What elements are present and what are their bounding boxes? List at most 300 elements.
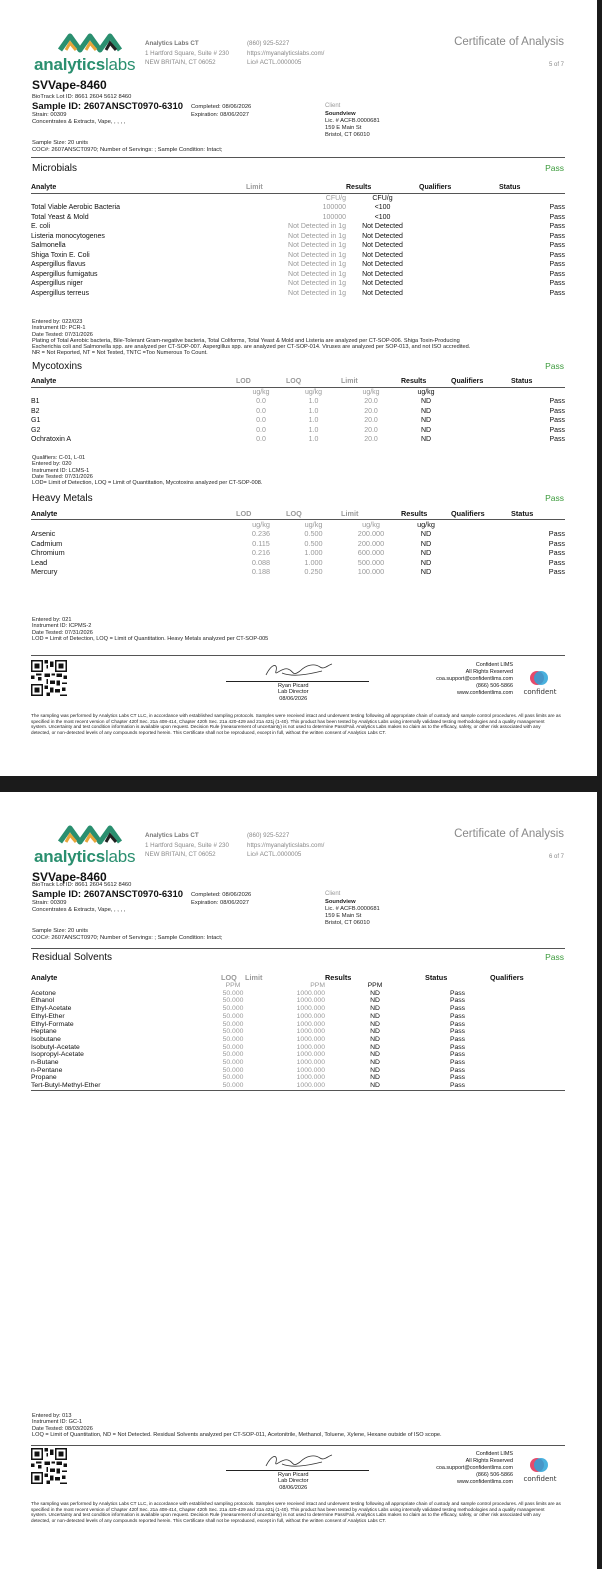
column-header: Qualifiers xyxy=(490,973,524,982)
limit-cell: 100000 xyxy=(322,213,346,221)
signatory-title: Lab Director xyxy=(278,1478,309,1485)
loq-cell: 1.000 xyxy=(304,557,323,567)
units-row xyxy=(31,193,565,203)
table-row xyxy=(31,241,565,251)
table-row xyxy=(31,558,565,568)
status-cell: Pass xyxy=(549,407,565,415)
result-cell: ND xyxy=(370,1012,380,1020)
note-line: LOD = Limit of Detection, LOQ = Limit of Quantitation. Heavy Metals analyzed per CT-SOP-005 xyxy=(32,635,269,642)
product-name: SVVape-8460 xyxy=(32,78,107,92)
limit-cell: 20.0 xyxy=(364,436,378,443)
status-cell: Pass xyxy=(449,1043,466,1051)
table-row xyxy=(31,251,565,261)
result-cell: ND xyxy=(420,426,432,434)
column-header: Limit xyxy=(245,973,263,982)
result-cell: ND xyxy=(370,1028,380,1036)
table-row xyxy=(31,232,565,242)
qualifier-cell xyxy=(451,558,511,568)
status-cell: Pass xyxy=(549,213,565,221)
table-row xyxy=(31,213,565,223)
confident-rights: All Rights Reserved xyxy=(465,1457,513,1464)
loq-cell: 1.0 xyxy=(308,398,319,405)
loq-cell: 50.000 xyxy=(222,1020,244,1028)
analyte-cell: B1 xyxy=(31,398,40,405)
result-cell: ND xyxy=(420,557,432,567)
confident-email-link[interactable]: coa.support@confidentlims.com xyxy=(436,675,513,682)
qr-code-icon[interactable] xyxy=(31,660,67,696)
confident-name: Confident LIMS xyxy=(475,1451,513,1457)
status-cell: Pass xyxy=(449,1012,466,1020)
limit-cell: Not Detected in 1g xyxy=(288,280,346,287)
result-cell: ND xyxy=(420,529,432,538)
note-line: Qualifiers: C-01, L-01 xyxy=(32,455,86,461)
table-header-row xyxy=(31,377,565,387)
analyte-cell: Salmonella xyxy=(31,242,66,249)
result-cell: ND xyxy=(370,1074,380,1082)
client-license: Lic. # ACFB.0000681 xyxy=(325,118,380,124)
client-address-1: 159 E Main St xyxy=(325,125,362,131)
signatory-name: Ryan Picard xyxy=(278,683,309,689)
analyte-cell: Isobutyl-Acetate xyxy=(31,1043,80,1051)
column-header: Results xyxy=(346,183,419,193)
analyte-cell: Propane xyxy=(31,1074,57,1082)
expiration-date: Expiration: 08/06/2027 xyxy=(191,900,250,906)
loq-cell: 1.0 xyxy=(308,407,319,415)
unit-cell: CFU/g xyxy=(325,194,346,202)
qualifier-cell xyxy=(419,232,499,242)
limit-cell: 20.0 xyxy=(364,426,378,434)
loq-cell: 0.250 xyxy=(304,567,323,576)
analyte-cell: Tert-Butyl-Methyl-Ether xyxy=(31,1082,101,1090)
qr-code-icon[interactable] xyxy=(31,1448,67,1484)
unit-cell: PPM xyxy=(225,982,241,989)
status-cell: Pass xyxy=(549,426,565,434)
status-cell: Pass xyxy=(449,989,466,997)
status-cell: Pass xyxy=(549,289,565,297)
status-cell: Pass xyxy=(548,567,565,576)
qualifier-cell xyxy=(451,539,511,549)
result-cell: ND xyxy=(420,407,432,415)
lod-cell: 0.0 xyxy=(256,436,266,443)
status-cell: Pass xyxy=(449,1059,466,1067)
lab-phone: (860) 925-5227 xyxy=(247,40,290,47)
loq-cell: 50.000 xyxy=(222,1028,244,1036)
page-number: 6 of 7 xyxy=(548,854,564,860)
table-row xyxy=(31,567,565,577)
result-cell: ND xyxy=(420,567,432,576)
coa-title: Certificate of Analysis xyxy=(454,828,564,840)
analyte-cell: Isopropyl-Acetate xyxy=(31,1051,84,1059)
signature-icon xyxy=(262,1450,336,1472)
loq-cell: 1.000 xyxy=(304,548,323,557)
loq-cell: 50.000 xyxy=(222,997,244,1005)
analyte-cell: Heptane xyxy=(31,1028,57,1036)
result-cell: ND xyxy=(370,1051,380,1059)
status-cell: Pass xyxy=(549,204,565,211)
analyte-cell: Aspergillus niger xyxy=(31,280,83,287)
client-label: Client xyxy=(325,103,341,109)
status-cell: Pass xyxy=(449,1074,466,1082)
confident-lims-info xyxy=(436,1451,513,1486)
limit-cell: 100.000 xyxy=(357,567,385,576)
heavy-metals-notes xyxy=(32,617,268,642)
result-cell: ND xyxy=(370,989,380,997)
lod-cell: 0.236 xyxy=(251,529,271,538)
signature-line xyxy=(226,1470,369,1471)
logo-wordmark xyxy=(34,847,135,867)
note-line: Date Tested: 08/03/2026 xyxy=(32,1425,93,1432)
status-cell: Pass xyxy=(549,280,565,287)
analyte-cell: Ethyl-Formate xyxy=(31,1020,74,1028)
strain: Strain: 00309 xyxy=(32,900,67,906)
microbials-table xyxy=(31,183,565,298)
status-cell: Pass xyxy=(449,1066,466,1074)
product-name: SVVape-8460 xyxy=(32,870,107,884)
sample-size: Sample Size: 20 units xyxy=(32,928,89,934)
analyte-cell: Total Yeast & Mold xyxy=(31,213,89,221)
analyte-cell: n-Butane xyxy=(31,1059,59,1067)
limit-cell: 1000.000 xyxy=(296,1005,325,1013)
qualifier-cell xyxy=(490,990,565,998)
table-row xyxy=(31,426,565,436)
confident-phone: (866) 506-5866 xyxy=(476,682,513,689)
biotrack-lot-id: BioTrack Lot ID: 8661 2604 5612 8460 xyxy=(32,882,132,888)
table-header-row xyxy=(31,509,565,519)
status-cell: Pass xyxy=(549,270,565,278)
status-cell: Pass xyxy=(449,997,466,1005)
column-header: Analyte xyxy=(31,509,236,519)
unit-cell: ug/kg xyxy=(304,519,323,529)
table-bottom-rule xyxy=(31,1090,565,1091)
confident-rights: All Rights Reserved xyxy=(465,668,513,675)
result-cell: ND xyxy=(370,1005,380,1013)
status-cell: Pass xyxy=(548,557,565,567)
analyte-cell: G2 xyxy=(31,426,41,434)
lod-cell: 0.216 xyxy=(251,548,271,557)
microbials-status-badge: Pass xyxy=(545,163,564,173)
column-header: Analyte xyxy=(31,973,58,982)
residual-solvents-status-badge: Pass xyxy=(545,952,564,962)
table-row xyxy=(31,548,565,558)
analyte-cell: Ethanol xyxy=(31,997,55,1005)
status-cell: Pass xyxy=(449,1020,466,1028)
qualifier-cell xyxy=(490,1059,565,1067)
unit-cell: ug/kg xyxy=(252,388,270,396)
signature-line xyxy=(226,681,369,682)
qualifier-cell xyxy=(451,548,511,558)
product-category: Concentrates & Extracts, Vape, , , , , xyxy=(32,119,126,125)
mycotoxins-table xyxy=(31,377,565,445)
unit-cell: PPM xyxy=(310,982,325,989)
lab-phone: (860) 925-5227 xyxy=(247,832,290,839)
note-line: Entered by: 022/023 xyxy=(32,319,83,325)
mycotoxins-table-body xyxy=(31,387,565,445)
loq-cell: 50.000 xyxy=(222,1082,244,1090)
divider xyxy=(31,655,565,656)
result-cell: ND xyxy=(370,1035,380,1043)
limit-cell: Not Detected in 1g xyxy=(288,223,346,230)
limit-cell: 1000.000 xyxy=(296,1066,325,1074)
signature-date: 08/06/2026 xyxy=(279,1484,308,1491)
note-line: Entered by: 013 xyxy=(32,1413,72,1419)
qualifier-cell xyxy=(419,203,499,213)
note-line: Entered by: 020 xyxy=(32,461,72,468)
table-row xyxy=(31,1044,565,1052)
result-cell: ND xyxy=(370,997,380,1005)
column-header: Results xyxy=(401,377,451,387)
qualifier-cell xyxy=(490,1013,565,1021)
client-name: Soundview xyxy=(325,111,356,117)
analyte-cell: n-Pentane xyxy=(31,1066,63,1074)
residual-solvents-table xyxy=(31,973,565,1090)
limit-cell: 20.0 xyxy=(364,398,378,405)
logo-text: analytics xyxy=(34,55,105,74)
qualifier-cell xyxy=(419,270,499,280)
confident-website-link[interactable]: www.confidentlims.com xyxy=(456,689,513,696)
column-header: Limit xyxy=(341,509,401,519)
limit-cell: Not Detected in 1g xyxy=(288,251,346,259)
qualifier-cell xyxy=(451,529,511,539)
limit-cell: 1000.000 xyxy=(296,1051,325,1059)
result-cell: ND xyxy=(370,1020,380,1028)
limit-cell: 600.000 xyxy=(357,548,385,557)
column-header: Qualifiers xyxy=(451,377,511,387)
lod-cell: 0.115 xyxy=(252,538,270,548)
note-line: NR = Not Reported, NT = Not Tested, TNTC =Too Numerous To Count. xyxy=(32,350,208,357)
unit-cell: PPM xyxy=(367,982,383,989)
result-cell: ND xyxy=(370,1066,380,1074)
column-header: LOD xyxy=(236,509,286,519)
unit-cell: ug/kg xyxy=(252,519,270,529)
limit-cell: 20.0 xyxy=(364,417,378,424)
units-row xyxy=(31,387,565,397)
analyte-cell: Ochratoxin A xyxy=(31,436,72,443)
column-header: Limit xyxy=(341,377,401,387)
page-number: 5 of 7 xyxy=(548,62,564,68)
lab-info xyxy=(145,831,229,860)
table-row xyxy=(31,1021,565,1029)
status-cell: Pass xyxy=(549,242,565,249)
column-header: Status xyxy=(499,183,565,193)
status-cell: Pass xyxy=(548,538,565,548)
result-cell: ND xyxy=(370,1043,380,1051)
analyte-cell: Aspergillus terreus xyxy=(31,289,89,297)
qualifier-cell xyxy=(451,426,511,436)
lod-cell: 0.0 xyxy=(256,426,266,434)
result-cell: Not Detected xyxy=(362,270,403,278)
loq-cell: 1.0 xyxy=(308,417,319,424)
status-cell: Pass xyxy=(549,232,565,240)
note-line: Date Tested: 07/31/2026 xyxy=(32,473,93,480)
result-cell: ND xyxy=(420,436,432,443)
qualifier-cell xyxy=(451,435,511,445)
client-address-2: Bristol, CT 06010 xyxy=(325,920,370,926)
client-address-2: Bristol, CT 06010 xyxy=(325,132,370,138)
coa-page-1 xyxy=(0,0,597,776)
status-cell: Pass xyxy=(449,1051,466,1059)
table-row xyxy=(31,416,565,426)
result-cell: ND xyxy=(420,538,432,548)
limit-cell: 1000.000 xyxy=(296,989,325,997)
result-cell: <100 xyxy=(374,204,391,211)
loq-cell: 50.000 xyxy=(222,1059,244,1067)
table-header-row xyxy=(31,183,565,193)
confident-email-link[interactable]: coa.support@confidentlims.com xyxy=(436,1464,513,1471)
mycotoxins-notes xyxy=(32,455,262,486)
analyte-cell: Cadmium xyxy=(31,538,63,548)
expiration-date: Expiration: 08/06/2027 xyxy=(191,112,250,118)
qualifier-cell xyxy=(490,1051,565,1059)
limit-cell: 1000.000 xyxy=(296,1074,325,1082)
status-cell: Pass xyxy=(449,1082,466,1090)
limit-cell: 1000.000 xyxy=(296,1043,325,1051)
mycotoxins-status-badge: Pass xyxy=(545,361,564,371)
lab-contact xyxy=(247,39,324,68)
note-line: Instrument ID: LCMS-1 xyxy=(32,467,90,474)
lab-address-2: NEW BRITAIN, CT 06052 xyxy=(145,59,216,66)
result-cell: ND xyxy=(370,1082,380,1090)
divider xyxy=(31,157,565,158)
table-row xyxy=(31,1067,565,1075)
client-license: Lic. # ACFB.0000681 xyxy=(325,906,380,912)
unit-cell: CFU/g xyxy=(372,194,393,202)
column-header: LOD xyxy=(236,377,286,387)
result-cell: Not Detected xyxy=(362,242,403,249)
client-block xyxy=(325,111,380,139)
column-header: Analyte xyxy=(31,183,246,193)
heavy-metals-status-badge: Pass xyxy=(545,493,564,503)
disclaimer: The sampling was performed by Analytics Labs CT LLC, in accordance with established sampling protocols. Samples were received intact and underwent testing following all appropriate chain of custody and sample control procedures. All pass limits are as specified in the most recent version of Chapter 420f Sec. 21a 408-414, Chapter 420h Sec. 21a 420-429 and 21a 421j (1-40). This product has been tested by Analytics Labs using internally validated testing methodologies and a quality management system. Uncertainty and test condition information is available upon request. Decision Rule (measurement of uncertainty) is not used to determine Pass/Fail. Analytics Labs makes no claim as to the efficacy, safety, or other risk associated with any detected, or non-detected levels of any compounds reported herein. This Certificate shall not be reproduced, except in full, without the written consent of Analytics Labs CT. xyxy=(31,1501,561,1523)
status-cell: Pass xyxy=(549,261,565,268)
note-line: Plating of Total Aerobic bacteria, Bile-Tolerant Gram-negative bacteria, Total Coliforms, Total Yeast & Mold and Listeria are analyzed per CT-SOP-006. Shiga Toxin-Producing xyxy=(32,337,460,344)
lab-website-link[interactable]: https://myanalyticslabs.com/ xyxy=(247,841,325,849)
limit-cell: 1000.000 xyxy=(296,1020,325,1028)
loq-cell: 50.000 xyxy=(222,1035,244,1043)
status-cell: Pass xyxy=(449,1035,466,1043)
mycotoxins-title: Mycotoxins xyxy=(32,361,83,372)
limit-cell: Not Detected in 1g xyxy=(288,289,346,297)
note-line: Entered by: 021 xyxy=(32,617,72,623)
result-cell: ND xyxy=(420,398,432,405)
qualifier-cell xyxy=(451,397,511,407)
table-row xyxy=(31,203,565,213)
status-cell: Pass xyxy=(548,529,565,538)
table-row xyxy=(31,1059,565,1067)
qualifier-cell xyxy=(490,1067,565,1075)
lab-name: Analytics Labs CT xyxy=(145,40,199,47)
sample-id: Sample ID: 2607ANSCT0970-6310 xyxy=(32,889,184,900)
logo-text-labs: labs xyxy=(104,847,136,866)
confident-logo-icon xyxy=(523,1456,557,1484)
heavy-metals-table-body xyxy=(31,519,565,577)
unit-cell: ug/kg xyxy=(417,388,435,396)
signatory xyxy=(278,1472,308,1491)
product-category: Concentrates & Extracts, Vape, , , , , xyxy=(32,907,126,913)
lab-license: Lic# ACTL.0000005 xyxy=(247,59,302,66)
lod-cell: 0.0 xyxy=(256,417,266,424)
sample-size: Sample Size: 20 units xyxy=(32,140,89,146)
status-cell: Pass xyxy=(549,417,565,424)
confident-brand: confident xyxy=(523,688,557,696)
analyte-cell: Lead xyxy=(31,557,48,567)
loq-cell: 50.000 xyxy=(222,1043,244,1051)
lab-license: Lic# ACTL.0000005 xyxy=(247,851,302,858)
table-row xyxy=(31,270,565,280)
qualifier-cell xyxy=(419,213,499,223)
strain: Strain: 00309 xyxy=(32,112,67,118)
qualifier-cell xyxy=(490,1005,565,1013)
status-cell: Pass xyxy=(549,223,565,230)
result-cell: Not Detected xyxy=(362,289,403,297)
lab-address-2: NEW BRITAIN, CT 06052 xyxy=(145,851,216,858)
completed-date: Completed: 08/06/2026 xyxy=(191,104,252,110)
result-cell: ND xyxy=(420,417,432,424)
lab-info xyxy=(145,39,229,68)
result-cell: Not Detected xyxy=(362,261,403,268)
confident-website-link[interactable]: www.confidentlims.com xyxy=(456,1478,513,1485)
residual-solvents-title: Residual Solvents xyxy=(32,952,113,963)
client-label: Client xyxy=(325,891,341,897)
signature-icon xyxy=(262,659,336,681)
table-row xyxy=(31,1028,565,1036)
result-cell: Not Detected xyxy=(362,223,403,230)
table-row xyxy=(31,997,565,1005)
limit-cell: 1000.000 xyxy=(296,1012,325,1020)
column-header: Qualifiers xyxy=(419,183,499,193)
note-line: LOQ = Limit of Quantitation, ND = Not Detected. Residual Solvents analyzed per CT-SOP-011, Acetonitrile, Methanol, Toluene, Xylene, Hexane outside of ISO scope. xyxy=(32,1431,442,1438)
lod-cell: 0.0 xyxy=(256,407,266,415)
qualifier-cell xyxy=(419,251,499,261)
lab-website-link[interactable]: https://myanalyticslabs.com/ xyxy=(247,49,325,57)
qualifier-cell xyxy=(451,407,511,417)
unit-cell: ug/kg xyxy=(304,388,323,396)
table-row xyxy=(31,279,565,289)
limit-cell: 200.000 xyxy=(357,538,385,548)
residual-solvents-notes xyxy=(32,1413,442,1438)
limit-cell: 1000.000 xyxy=(296,1028,325,1036)
note-line: Instrument ID: PCR-1 xyxy=(32,325,86,332)
result-cell: Not Detected xyxy=(362,251,403,259)
column-header: Status xyxy=(425,973,448,982)
table-row xyxy=(31,1036,565,1044)
table-row xyxy=(31,222,565,232)
lod-cell: 0.088 xyxy=(251,557,271,567)
signature-date: 08/06/2026 xyxy=(279,695,308,702)
limit-cell: 100000 xyxy=(322,204,346,211)
confident-brand: confident xyxy=(523,1475,557,1483)
lab-address-1: 1 Hartford Square, Suite # 230 xyxy=(145,49,229,57)
microbials-notes xyxy=(32,319,470,357)
logo-text: analytics xyxy=(34,847,105,866)
qualifier-cell xyxy=(419,241,499,251)
status-cell: Pass xyxy=(549,436,565,443)
limit-cell: 1000.000 xyxy=(296,997,325,1005)
table-row xyxy=(31,1051,565,1059)
qualifier-cell xyxy=(419,279,499,289)
limit-cell: Not Detected in 1g xyxy=(288,232,346,240)
note-line: Instrument ID: GC-1 xyxy=(32,1419,83,1426)
table-row xyxy=(31,289,565,299)
lod-cell: 0.0 xyxy=(256,398,266,405)
table-row xyxy=(31,435,565,445)
coc-info: COC#: 2607ANSCT0970; Number of Servings: ; Sample Condition: Intact; xyxy=(32,147,223,153)
microbials-table-body xyxy=(31,193,565,298)
analyte-cell: Aspergillus fumigatus xyxy=(31,270,98,278)
qualifier-cell xyxy=(451,416,511,426)
result-cell: ND xyxy=(420,548,432,557)
divider xyxy=(31,948,565,949)
loq-cell: 50.000 xyxy=(222,989,244,997)
